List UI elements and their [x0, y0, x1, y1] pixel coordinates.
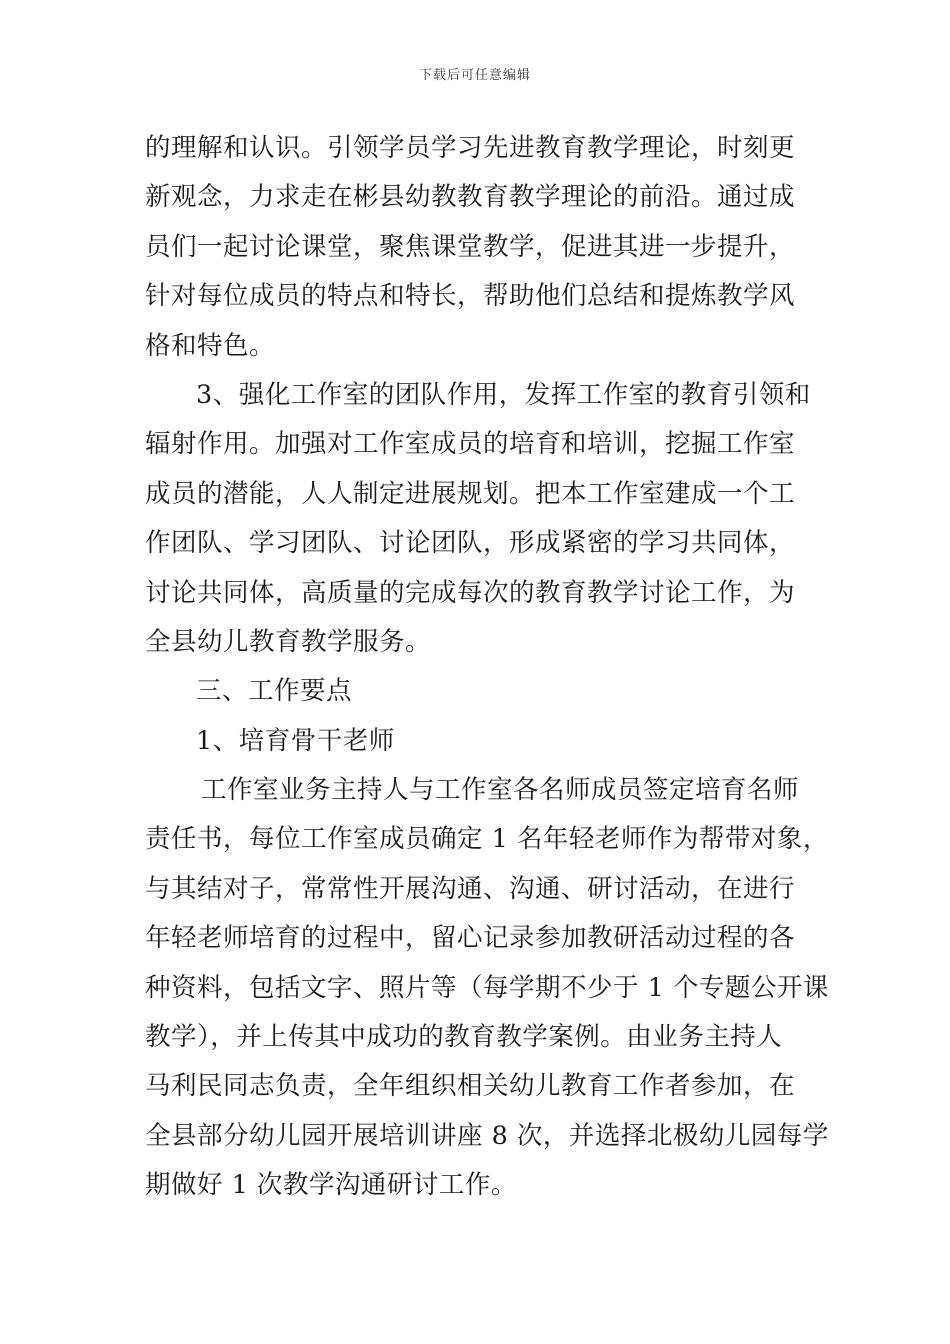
text-line: 针对每位成员的特点和特长，帮助他们总结和提炼教学风 [145, 281, 796, 312]
paragraph-3-start: 3、强化工作室的团队作用，发挥工作室的教育引领和 [196, 379, 811, 410]
text-line: 员们一起讨论课堂，聚焦课堂教学，促进其进一步提升， [145, 231, 796, 262]
text-line: 成员的潜能，人人制定进展规划。把本工作室建成一个工 [145, 478, 796, 509]
paragraph-start: 工作室业务主持人与工作室各名师成员签定培育名师 [201, 775, 800, 806]
text-line: 种资料，包括文字、照片等（每学期不少于 1 个专题公开课 [145, 972, 829, 1003]
subsection-heading: 1、培育骨干老师 [196, 725, 395, 756]
text-line: 责任书，每位工作室成员确定 1 名年轻老师作为帮带对象， [145, 824, 829, 855]
document-body [145, 124, 829, 1211]
text-line: 的理解和认识。引领学员学习先进教育教学理论，时刻更 [145, 133, 796, 163]
text-line: 期做好 1 次教学沟通研讨工作。 [145, 1170, 517, 1201]
text-line: 年轻老师培育的过程中，留心记录参加教研活动过程的各 [145, 923, 796, 954]
text-line: 马利民同志负责，全年组织相关幼儿教育工作者参加，在 [145, 1071, 796, 1102]
text-line: 作团队、学习团队、讨论团队，形成紧密的学习共同体， [145, 528, 796, 559]
text-line: 教学），并上传其中成功的教育教学案例。由业务主持人 [145, 1022, 783, 1053]
text-line: 格和特色。 [145, 330, 276, 361]
text-line: 全县幼儿教育教学服务。 [145, 626, 432, 657]
text-line: 讨论共同体，高质量的完成每次的教育教学讨论工作，为 [145, 577, 796, 608]
text-line: 辐射作用。加强对工作室成员的培育和培训，挖掘工作室 [145, 429, 796, 460]
text-line: 全县部分幼儿园开展培训讲座 8 次，并选择北极幼儿园每学 [145, 1120, 829, 1151]
text-line: 与其结对子，常常性开展沟通、沟通、研讨活动，在进行 [145, 873, 796, 904]
section-heading: 三、工作要点 [196, 676, 353, 707]
page-header: 下载后可任意编辑 [418, 68, 531, 83]
text-line: 新观念，力求走在彬县幼教教育教学理论的前沿。通过成 [145, 182, 796, 213]
